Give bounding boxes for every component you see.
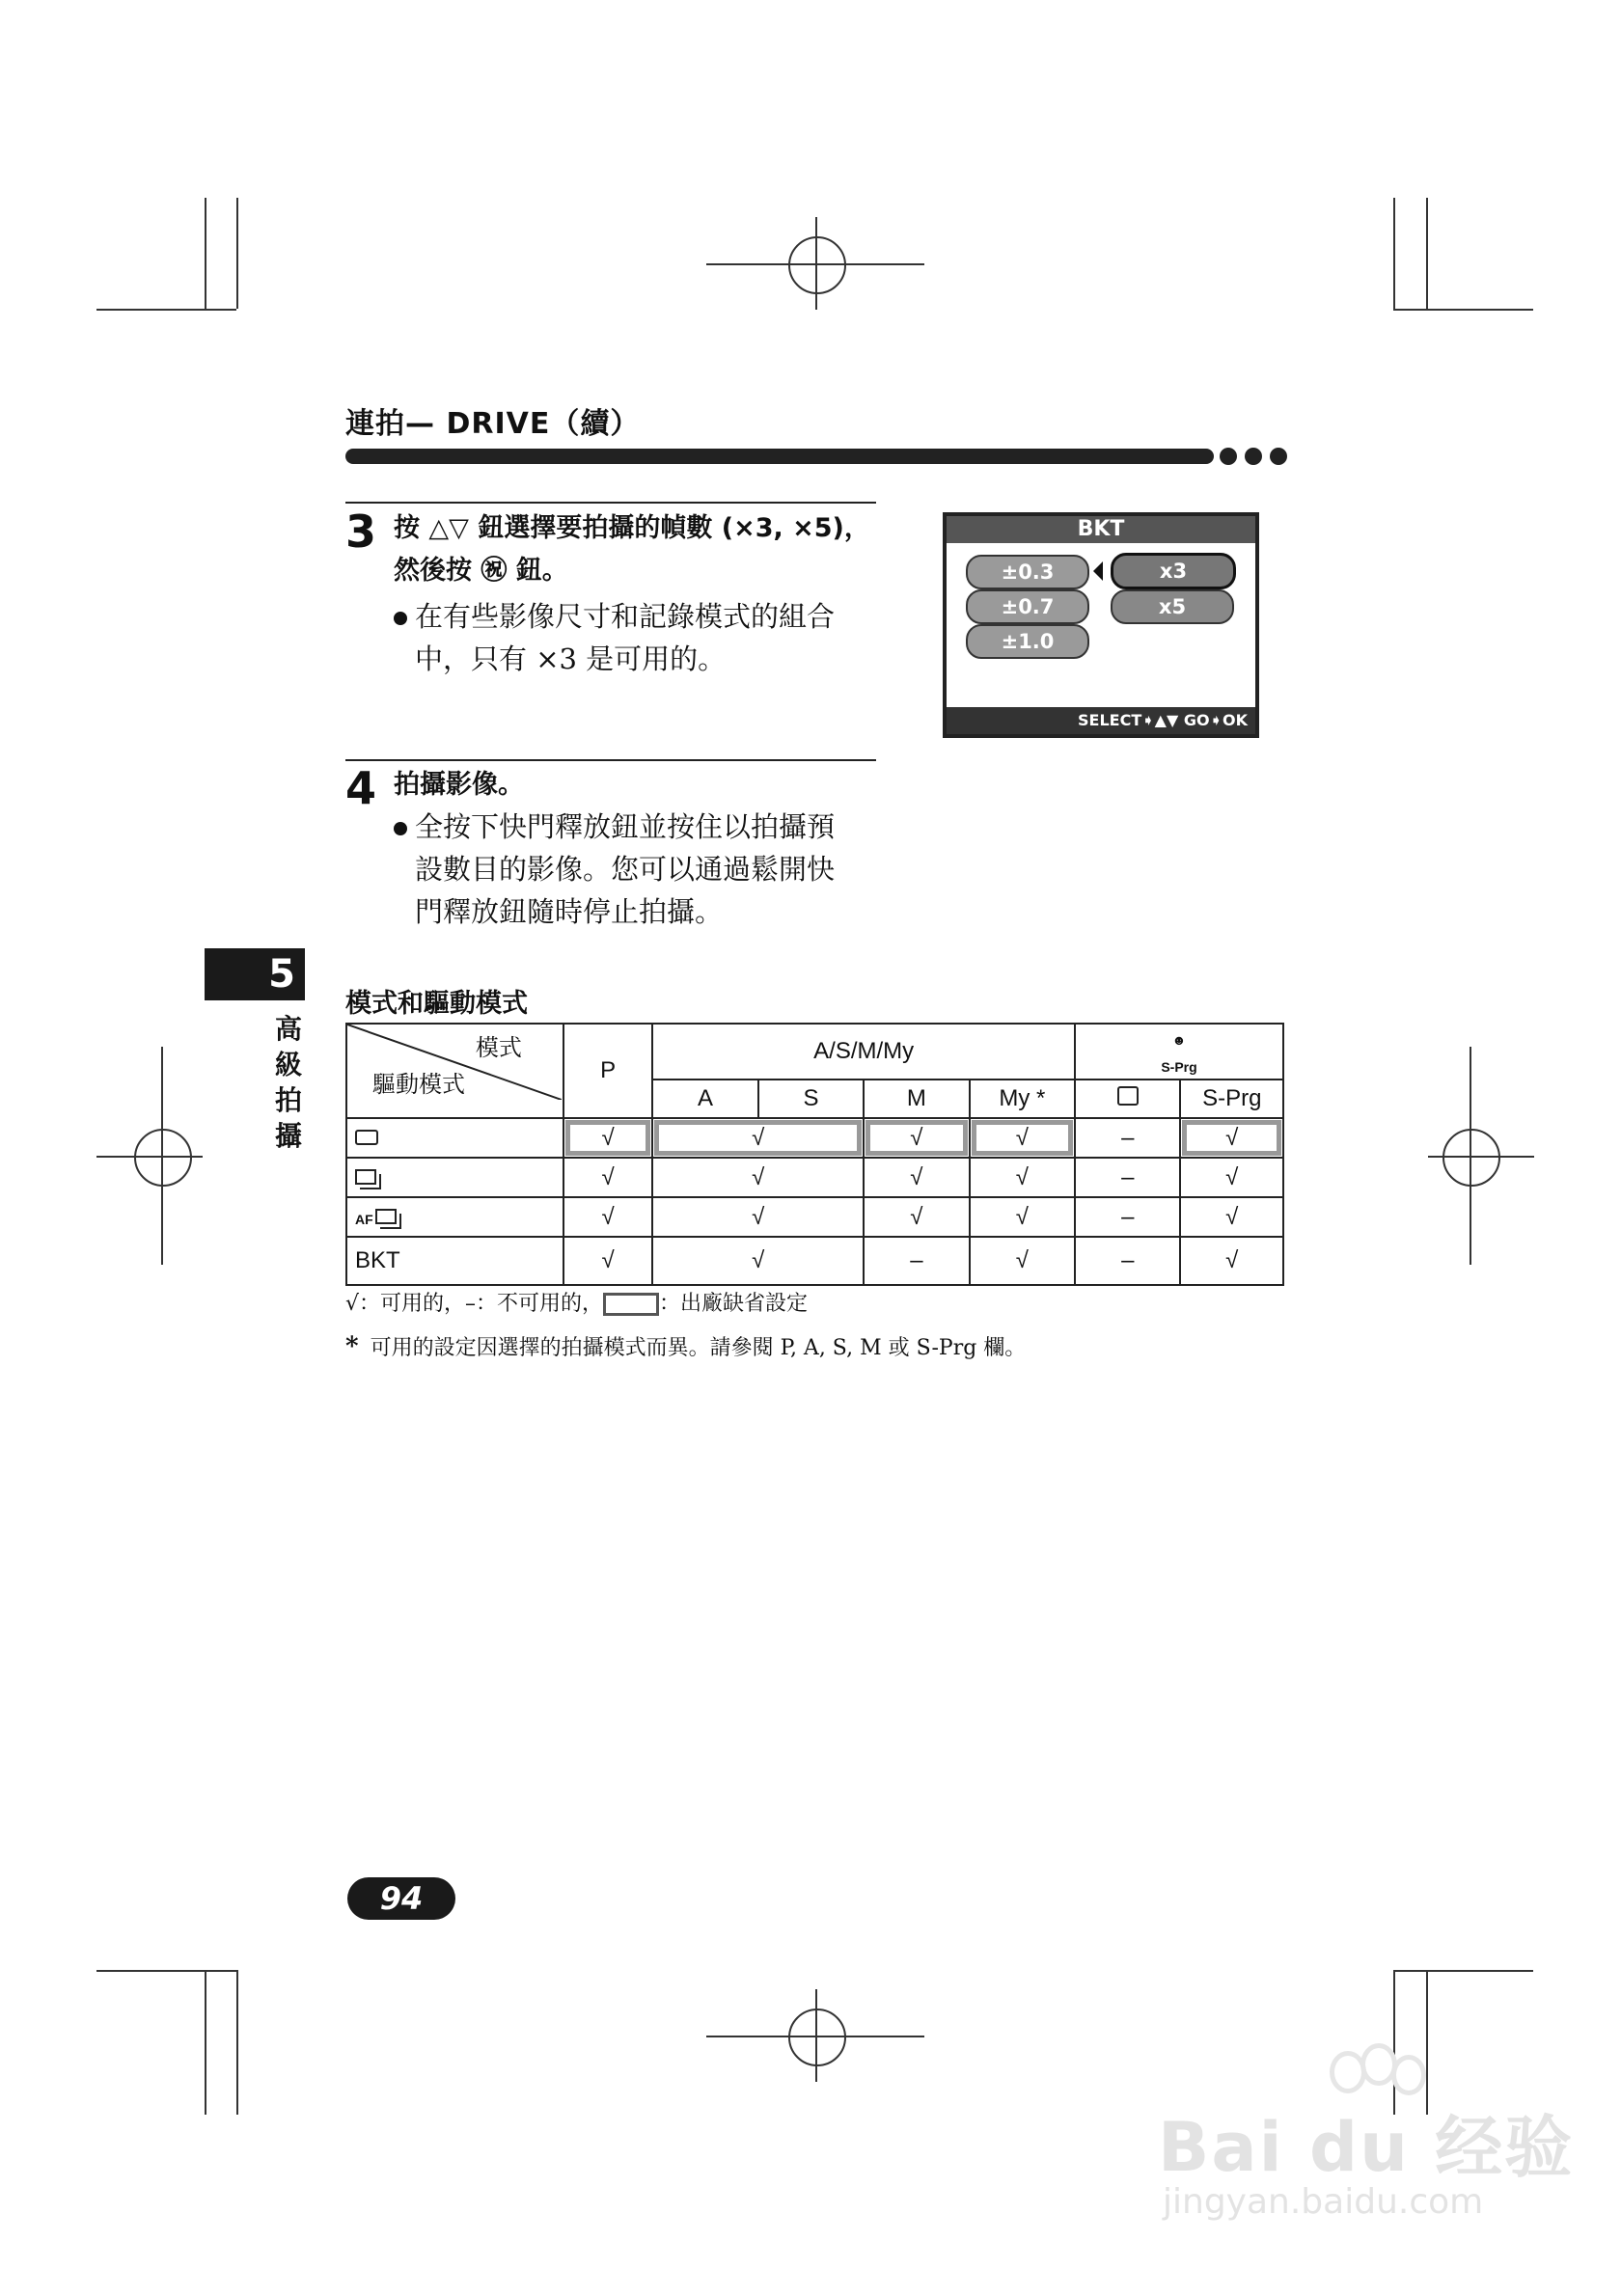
step3-rule (345, 502, 876, 504)
bkt-option[interactable]: ±0.3 (966, 555, 1089, 589)
screen-footer-text: SELECT➧▲▼ GO➧OK (1078, 711, 1248, 729)
single-drive-icon (346, 1118, 563, 1158)
cell: √ (864, 1197, 969, 1237)
group-asm-header: A/S/M/My (652, 1024, 1075, 1080)
bullet-icon (394, 822, 407, 835)
header-bar (345, 449, 1214, 464)
camera-screen (943, 512, 1259, 738)
corner-drive-label: 驅動模式 (372, 1072, 465, 1098)
cell: √ (864, 1118, 969, 1158)
cell: – (1075, 1237, 1180, 1285)
step3-bullet-line2: 中，只有 ×3 是可用的。 (415, 642, 727, 675)
cell: √ (563, 1118, 652, 1158)
cell: √ (1180, 1197, 1283, 1237)
cell: √ (970, 1158, 1075, 1197)
col-a-header: A (652, 1080, 757, 1118)
header-dot (1220, 448, 1237, 465)
step4-title: 拍攝影像。 (394, 770, 524, 800)
crop-mark (205, 1970, 206, 2115)
scene-icon: ☻ S-Prg (1161, 1032, 1197, 1075)
step4-bullet-line1: 全按下快門釋放鈕並按住以拍攝預 (415, 810, 836, 843)
cell: √ (970, 1197, 1075, 1237)
table-title: 模式和驅動模式 (345, 989, 528, 1019)
cell: √ (563, 1158, 652, 1197)
bullet-icon (394, 612, 407, 625)
bkt-option[interactable]: ±0.7 (966, 589, 1089, 624)
chapter-label: 高級拍攝 (274, 1013, 302, 1152)
crop-mark (1393, 198, 1395, 309)
col-m-header: M (864, 1080, 969, 1118)
legend-available: √：可用的， (345, 1292, 466, 1316)
col-sprg-header: S-Prg (1180, 1080, 1283, 1118)
step3-title-line2: 然後按 ㊗ 鈕。 (394, 556, 568, 586)
crop-mark (236, 1970, 238, 2115)
table-row (346, 1237, 1283, 1285)
col-my-header: My * (970, 1080, 1075, 1118)
cell: √ (563, 1197, 652, 1237)
table-row (346, 1118, 1283, 1158)
cell: √ (652, 1237, 864, 1285)
col-scene-header (1075, 1080, 1180, 1118)
cell: √ (1180, 1237, 1283, 1285)
header-dot (1245, 448, 1262, 465)
frame-count-option-selected[interactable]: x3 (1111, 553, 1236, 589)
cell: √ (652, 1197, 864, 1237)
arrow-left-icon (1093, 561, 1103, 581)
step3-bullet-line1: 在有些影像尺寸和記錄模式的組合 (415, 600, 836, 633)
page-number: 94 (347, 1877, 455, 1920)
chapter-number: 5 (205, 948, 305, 1000)
cell: – (1075, 1197, 1180, 1237)
cell: √ (970, 1118, 1075, 1158)
col-p-header: P (563, 1024, 652, 1118)
cell: – (864, 1237, 969, 1285)
cell: √ (1180, 1118, 1283, 1158)
table-corner-cell (346, 1024, 563, 1118)
page-header-title: 連拍— DRIVE（續） (345, 407, 641, 441)
table-row (346, 1158, 1283, 1197)
bkt-option[interactable]: ±1.0 (966, 624, 1089, 659)
watermark-line1: Bai du 经验 (1158, 2108, 1575, 2187)
corner-mode-label: 模式 (475, 1035, 522, 1061)
cell: √ (563, 1237, 652, 1285)
watermark-line2: jingyan.baidu.com (1163, 2182, 1484, 2222)
cell: √ (652, 1158, 864, 1197)
frame-count-option[interactable]: x5 (1111, 589, 1234, 624)
cell: √ (864, 1158, 969, 1197)
mode-drive-table (345, 1023, 1284, 1286)
sequential-drive-icon (346, 1158, 563, 1197)
legend (345, 1287, 808, 1317)
crop-mark (205, 198, 206, 309)
row-label-bkt: BKT (346, 1237, 563, 1285)
step4-bullet-line2: 設數目的影像。您可以通過鬆開快 (415, 853, 836, 886)
cell: – (1075, 1118, 1180, 1158)
legend-default: ：出廠缺省設定 (659, 1292, 809, 1316)
crop-mark (1393, 309, 1533, 311)
step4-bullet-line3: 門釋放鈕隨時停止拍攝。 (415, 895, 724, 928)
header-dot (1270, 448, 1287, 465)
crop-mark (96, 309, 236, 311)
col-s-header: S (758, 1080, 864, 1118)
group-scene-header (1075, 1024, 1283, 1080)
footnote-marker: * (345, 1332, 359, 1361)
step4-rule (345, 759, 876, 761)
default-setting-box-icon (603, 1293, 659, 1316)
scene-mode-icon (1117, 1086, 1139, 1106)
crop-mark (96, 1970, 236, 1972)
screen-footer (947, 707, 1255, 734)
crop-mark (1426, 198, 1428, 309)
table-row (346, 1197, 1283, 1237)
crop-mark (236, 198, 238, 309)
af-sequential-drive-icon: AF (346, 1197, 563, 1237)
footnote (345, 1331, 1026, 1361)
screen-title: BKT (947, 516, 1255, 543)
cell: √ (652, 1118, 864, 1158)
step3-number: 3 (345, 506, 377, 558)
step3-title-line1: 按 △▽ 鈕選擇要拍攝的幀數 (×3, ×5)， (394, 513, 870, 543)
footnote-text: 可用的設定因選擇的拍攝模式而異。請參閱 P, A, S, M 或 S-Prg 欄。 (370, 1336, 1027, 1360)
cell: √ (970, 1237, 1075, 1285)
crop-mark (1393, 1970, 1533, 1972)
cell: – (1075, 1158, 1180, 1197)
cell: √ (1180, 1158, 1283, 1197)
legend-unavailable: –：不可用的， (465, 1292, 604, 1316)
step4-number: 4 (345, 762, 377, 814)
